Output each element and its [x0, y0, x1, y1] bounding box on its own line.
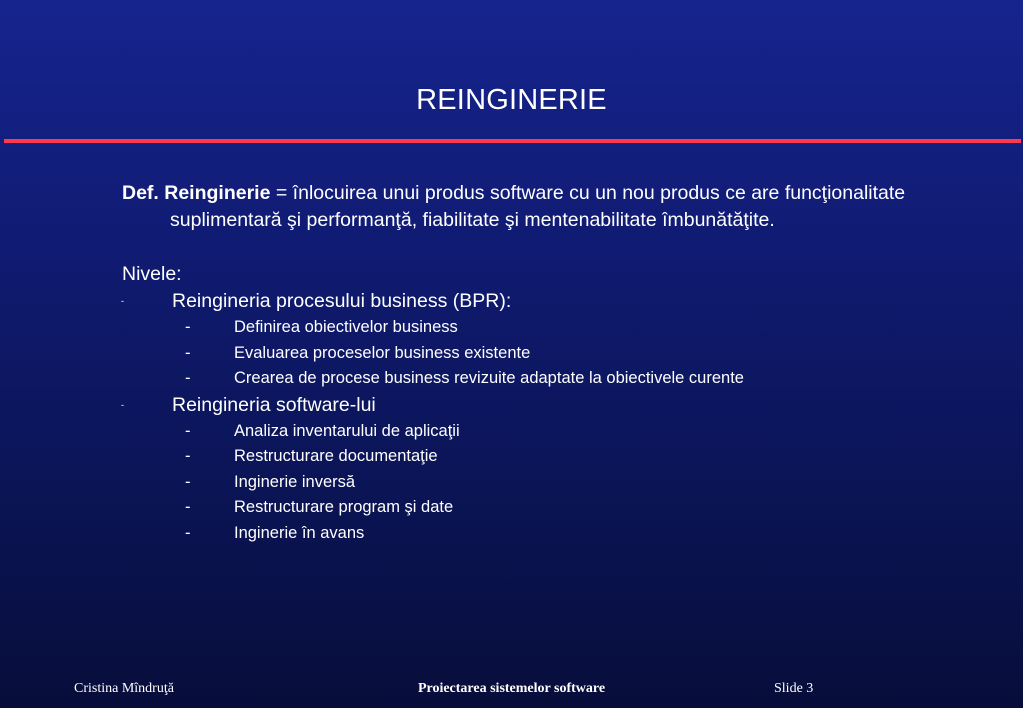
title-divider	[4, 139, 1021, 143]
sub-item	[122, 341, 1002, 367]
sub-item-dash: -	[185, 343, 191, 362]
sub-item-text: Evaluarea proceselor business existente	[234, 343, 531, 362]
sub-item-dash: -	[185, 421, 191, 440]
level-item	[122, 288, 1002, 315]
definition-text: = înlocuirea unui produs software cu un nou produs ce are funcţionalitate suplimentară şi performanţă, fiabilitate şi mentenabilitate îmbunătăţite.	[170, 182, 906, 231]
level-label: Reingineria procesului business (BPR):	[172, 290, 512, 312]
level-bullet: -	[121, 296, 124, 306]
sub-item-text: Definirea obiectivelor business	[234, 318, 458, 336]
sub-item-dash: -	[185, 472, 191, 491]
sub-item-dash: -	[185, 447, 191, 465]
sub-item-text: Restructurare program şi date	[234, 498, 454, 516]
definition-term: Def. Reinginerie	[122, 182, 271, 204]
definition	[122, 180, 1002, 234]
sub-item-dash: -	[185, 369, 191, 387]
sub-item	[122, 419, 1002, 445]
sub-item-text: Inginerie în avans	[234, 523, 365, 542]
footer-slide-number: Slide 3	[774, 681, 814, 696]
level-bullet: -	[121, 399, 124, 410]
footer-author: Cristina Mîndruţă	[74, 681, 174, 696]
sub-item-text: Crearea de procese business revizuite adaptate la obiectivele curente	[234, 369, 744, 387]
sub-item-dash: -	[185, 523, 191, 542]
sub-item-text: Analiza inventarului de aplicaţii	[234, 421, 460, 440]
sub-item	[122, 521, 1002, 547]
level-label: Reingineria software-lui	[172, 393, 376, 416]
levels-heading: Nivele:	[122, 263, 182, 285]
sub-item-dash: -	[185, 498, 191, 516]
level-item	[122, 392, 1002, 419]
sub-item	[122, 366, 1002, 392]
sub-item	[122, 444, 1002, 470]
sub-item-text: Inginerie inversă	[234, 472, 356, 491]
sub-item	[122, 495, 1002, 521]
sub-item-dash: -	[185, 318, 191, 336]
sub-item	[122, 315, 1002, 341]
sub-item	[122, 470, 1002, 496]
footer-course: Proiectarea sistemelor software	[417, 681, 606, 696]
sub-item-text: Restructurare documentaţie	[234, 447, 438, 465]
slide-title: REINGINERIE	[416, 84, 607, 116]
slide-content	[122, 180, 1002, 546]
